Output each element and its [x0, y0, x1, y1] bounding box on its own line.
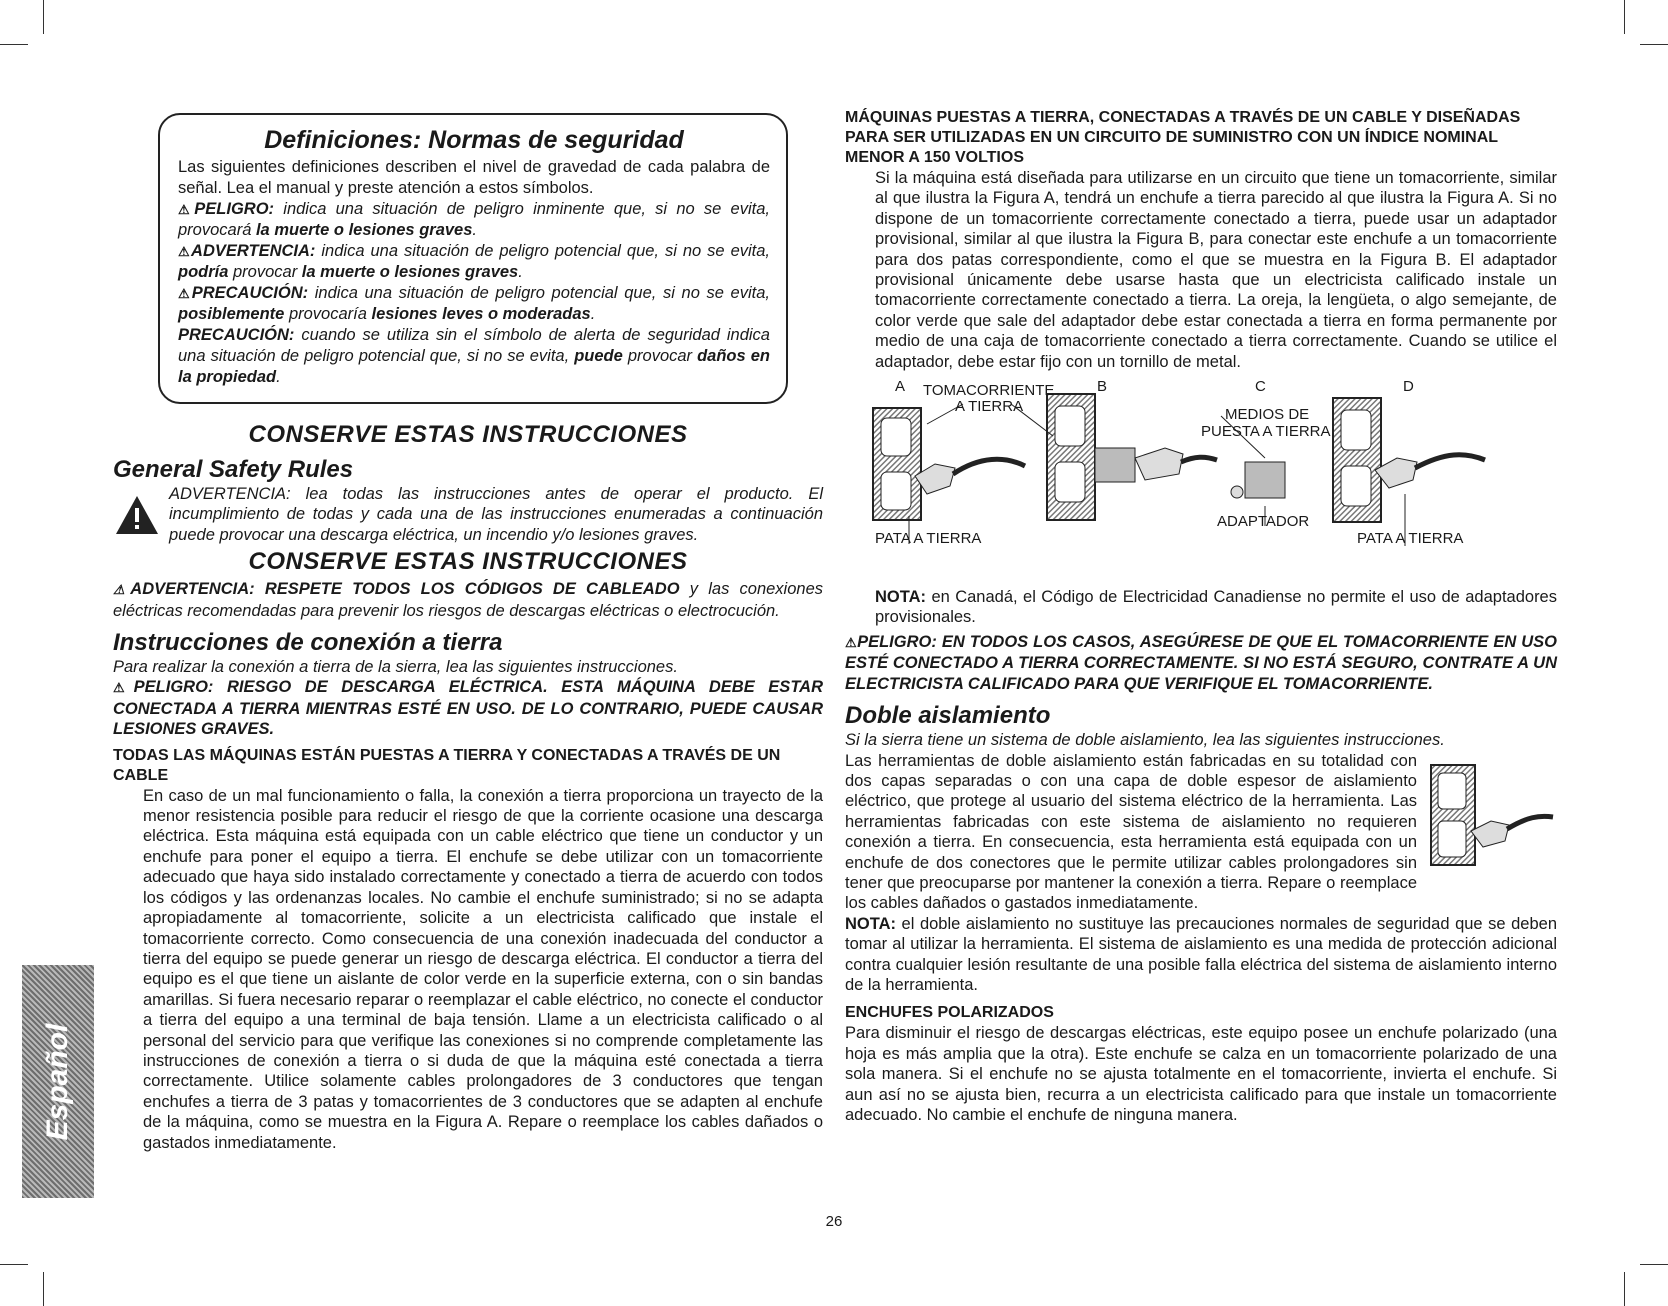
- alert-triangle-icon: ⚠: [845, 634, 858, 650]
- def-precaucion-sin-simbolo: PRECAUCIÓN: cuando se utiliza sin el símbolo de alerta de seguridad indica una situación de peligro potencial que, si no se evita, puede provocar daños en la propiedad.: [178, 326, 770, 386]
- figure-label-medios-de: MEDIOS DE: [1225, 406, 1310, 424]
- maquinas-150-heading: MÁQUINAS PUESTAS A TIERRA, CONECTADAS A TRAVÉS DE UN CABLE Y DISEÑADAS PARA SER UTILIZADAS EN UN CIRCUITO DE SUMINISTRO CON UN ÍNDICE NOMINAL MENOR A 150 VOLTIOS: [845, 109, 1521, 166]
- outlet-b-icon: [1047, 394, 1217, 520]
- conexion-intro: Para realizar la conexión a tierra de la sierra, lea las siguientes instrucciones.: [113, 658, 678, 677]
- general-safety-heading: General Safety Rules: [113, 456, 354, 483]
- crop-mark: [43, 0, 44, 34]
- language-tab-label: Español: [41, 1023, 74, 1140]
- conserve-heading: CONSERVE ESTAS INSTRUCCIONES: [248, 421, 688, 448]
- safety-box-intro: Las siguientes definiciones describen el nivel de gravedad de cada palabra de señal. Lea el manual y preste atención a estos símbolos.: [178, 158, 770, 197]
- figure-label-a: A: [895, 378, 906, 396]
- figure-label-pata-a-tierra-d: PATA A TIERRA: [1357, 530, 1464, 548]
- codigos-cableado-warning: ⚠ADVERTENCIA: RESPETE TODOS LOS CÓDIGOS DE CABLEADO y las conexiones eléctricas recomendadas para prevenir los riesgos de descargas eléctricas o electrocución.: [113, 580, 824, 620]
- adapter-c-icon: [1231, 462, 1285, 498]
- doble-aislamiento-heading: Doble aislamiento: [845, 702, 1051, 730]
- left-column: [113, 113, 823, 1153]
- safety-box-title: Definiciones: Normas de seguridad: [264, 126, 684, 154]
- outlet-a-icon: [873, 408, 1025, 520]
- figure-label-a-tierra: A TIERRA: [955, 398, 1024, 416]
- alert-triangle-icon: ⚠: [113, 582, 131, 598]
- conexion-body: En caso de un mal funcionamiento o falla, la conexión a tierra proporciona un trayecto de la menor resistencia posible para reducir el riesgo de que la corriente ocasione una descarga eléctrica. Esta máquina está equipada con un cable eléctrico que tiene un conductor y un enchufe para poner el equipo a tierra. El enchufe se debe utilizar con un tomacorriente adecuado que haya sido instalado correctamente y conectado a tierra de acuerdo con todos los códigos y las ordenanzas locales. No cambie el enchufe suministrado; si no se adapta apropiadamente al tomacorriente, solicite a un electricista calificado que instale el tomacorriente correcto. Como consecuencia de una conexión inadecuada del conductor a tierra del equipo se puede generar un riesgo de descarga eléctrica. El conductor a tierra del equipo es el que tiene un aislante de color verde en la superficie externa, con o sin bandas amarillas. Si fuera necesario reparar o reemplazar el cable eléctrico, no conecte el conductor a tierra del equipo a una terminal de baja tensión. Llame a un electricista calificado o al personal del servicio para que verifique las conexiones si no comprende completamente las instrucciones de conexión a tierra o si duda de que la máquina esté conectada a tierra correctamente. Utilice solamente cables prolongadores de 3 conductores que tengan enchufes a tierra de 3 patas y tomacorrientes de 3 conductores que se adapten al enchufe de la máquina, como se muestra en la Figura A. Repare o reemplace los cables dañados o gastados inmediatamente.: [143, 786, 823, 1152]
- alert-triangle-icon: ⚠: [113, 680, 134, 696]
- doble-body: Las herramientas de doble aislamiento están fabricadas en su totalidad con dos capas separadas o con una capa de doble espesor de aislamiento eléctrico, que protege al usuario del sistema eléctrico de la herramienta. Las herramientas fabricadas con este sistema de aislamiento no requieren conexión a tierra. En consecuencia, esta herramienta está equipada con un enchufe de dos conectores que le permite utilizar cables prolongadores sin tener que preocuparse por mantener la conexión a tierra. Repare o reemplace los cables dañados o gastados inmediatamente.: [845, 751, 1417, 913]
- maquinas-150-body: Si la máquina está diseñada para utilizarse en un circuito que tiene un tomacorriente, similar al que ilustra la Figura A, tendrá un enchufe a tierra parecido al que ilustra la Figura A. Si no dispone de un tomacorriente correctamente conectado a tierra, puede usar un adaptador provisional, similar al que ilustra la Figura B, para conectar este enchufe a un tomacorriente para dos patas correspondiente, como el que se muestra en la Figura B. El adaptador provisional únicamente debe usarse hasta que un electricista calificado instale un tomacorriente correctamente conectado a tierra. La oreja, la lengüeta, o algo semejante, de color verde que sale del adaptador debe estar conectada a tierra en forma permanente por medio de una caja de tomacorriente conectado a tierra correctamente. Cuando se utilice el adaptador, debe estar fijo con un tornillo de metal.: [875, 169, 1557, 371]
- doble-body-block: [845, 751, 1557, 914]
- general-safety-warning: [113, 484, 823, 545]
- two-prong-outlet-icon: [1427, 761, 1557, 871]
- crop-mark: [43, 1272, 44, 1306]
- alert-triangle-icon: ⚠: [178, 202, 195, 217]
- doble-intro: Si la sierra tiene un sistema de doble aislamiento, lea las siguientes instrucciones.: [845, 731, 1445, 750]
- conexion-tierra-heading: Instrucciones de conexión a tierra: [113, 629, 503, 657]
- crop-mark: [1640, 44, 1668, 45]
- right-column: [845, 108, 1557, 1125]
- outlet-d-icon: [1333, 398, 1485, 522]
- figure-label-b: B: [1097, 378, 1108, 396]
- def-precaucion: ⚠PRECAUCIÓN: indica una situación de peligro potencial que, si no se evita, posiblemente provocaría lesiones leves o moderadas.: [178, 284, 770, 323]
- alert-triangle-icon: ⚠: [178, 286, 192, 301]
- conserve-heading-2: CONSERVE ESTAS INSTRUCCIONES: [248, 548, 688, 576]
- figure-label-adaptador: ADAPTADOR: [1217, 513, 1310, 531]
- figure-label-tomacorriente: TOMACORRIENTE: [923, 382, 1055, 400]
- enchufes-polarizados-heading: ENCHUFES POLARIZADOS: [845, 1004, 1054, 1022]
- crop-mark: [1640, 1264, 1668, 1265]
- figure-label-c: C: [1255, 378, 1266, 396]
- crop-mark: [0, 44, 28, 45]
- figure-label-pata-a-tierra-a: PATA A TIERRA: [875, 530, 982, 548]
- grounding-figure: [845, 376, 1557, 581]
- safety-definitions-box: [158, 113, 788, 404]
- def-peligro: ⚠PELIGRO: indica una situación de peligro inminente que, si no se evita, provocará la muerte o lesiones graves.: [178, 200, 770, 239]
- figure-label-d: D: [1403, 378, 1414, 396]
- alert-triangle-icon: ⚠: [178, 244, 192, 259]
- page-number: 26: [825, 1213, 843, 1230]
- doble-nota: NOTA: el doble aislamiento no sustituye las precauciones normales de seguridad que se deben tomar al utilizar la herramienta. El sistema de aislamiento es una medida de protección adicional contra cualquier lesión resultante de una posible falla eléctrica del sistema de aislamiento interno de la herramienta.: [845, 914, 1557, 994]
- warning-triangle-icon: [113, 494, 161, 536]
- crop-mark: [1624, 1272, 1625, 1306]
- peligro-todos-casos: ⚠PELIGRO: EN TODOS LOS CASOS, ASEGÚRESE DE QUE EL TOMACORRIENTE EN USO ESTÉ CONECTADO A TIERRA CORRECTAMENTE. SI NO ESTÁ SEGURO, CONTRATE A UN ELECTRICISTA CALIFICADO PARA QUE VERIFIQUE EL TOMACORRIENTE.: [845, 632, 1558, 693]
- nota-canada: NOTA: en Canadá, el Código de Electricidad Canadiense no permite el uso de adaptadores provisionales.: [875, 588, 1557, 627]
- grounding-figure-drawing: [845, 376, 1557, 581]
- enchufes-polarizados-body: Para disminuir el riesgo de descargas eléctricas, este equipo posee un enchufe polarizado (una hoja es más amplia que la otra). Este enchufe se calza en un tomacorriente polarizado de una sola manera. Si el enchufe no se ajusta totalmente en el tomacorriente, invierta el enchufe. Si aun así no se ajusta bien, recurra a un electricista calificado para que instale un tomacorriente adecuado. No cambie el enchufe de ninguna manera.: [845, 1024, 1557, 1124]
- crop-mark: [0, 1264, 28, 1265]
- todas-maquinas-subheading: TODAS LAS MÁQUINAS ESTÁN PUESTAS A TIERRA Y CONECTADAS A TRAVÉS DE UN CABLE: [113, 746, 781, 784]
- def-advertencia: ⚠ADVERTENCIA: indica una situación de peligro potencial que, si no se evita, podría provocar la muerte o lesiones graves.: [178, 242, 771, 281]
- conexion-peligro: ⚠PELIGRO: RIESGO DE DESCARGA ELÉCTRICA. ESTA MÁQUINA DEBE ESTAR CONECTADA A TIERRA MIENTRAS ESTÉ EN USO. DE LO CONTRARIO, PUEDE CAUSAR LESIONES GRAVES.: [113, 678, 824, 739]
- crop-mark: [1624, 0, 1625, 34]
- general-safety-text: ADVERTENCIA: lea todas las instrucciones antes de operar el producto. El incumplimiento de todas y cada una de las instrucciones enumeradas a continuación puede provocar una descarga eléctrica, un incendio y/o lesiones graves.: [169, 485, 823, 544]
- language-tab: [22, 965, 94, 1198]
- figure-label-puesta-a-tierra: PUESTA A TIERRA: [1201, 423, 1331, 441]
